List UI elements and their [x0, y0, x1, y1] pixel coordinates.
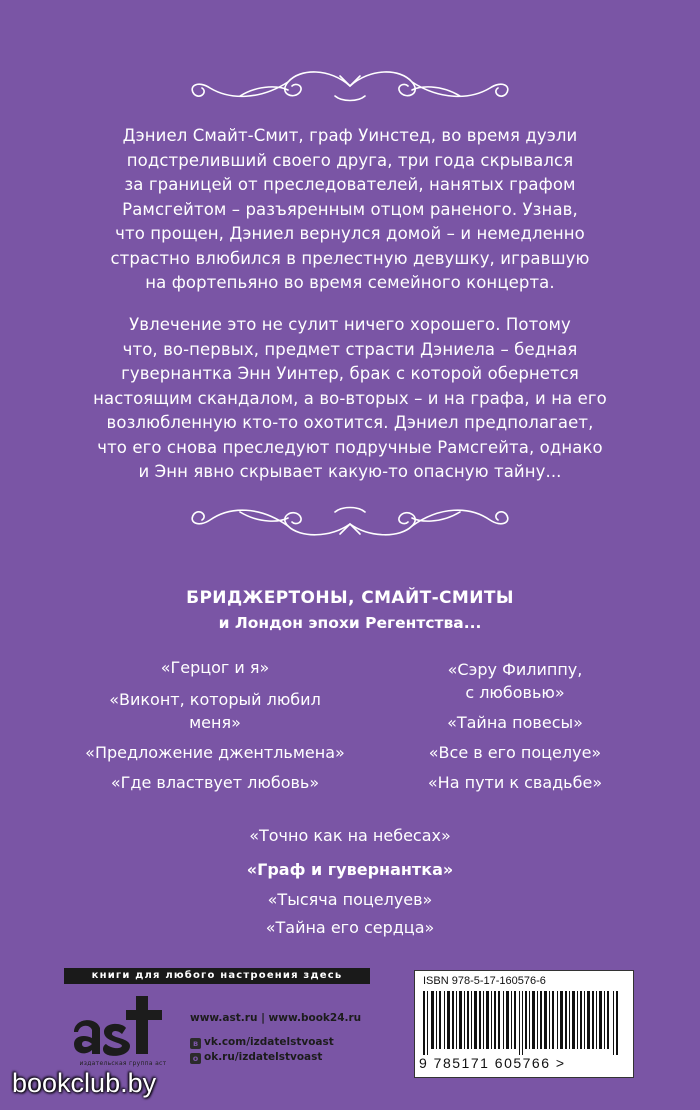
bottom-flourish-ornament	[0, 498, 700, 544]
ok-link[interactable]	[190, 1051, 322, 1064]
website-links[interactable]: www.ast.ru | www.book24.ru	[190, 1012, 362, 1024]
description-line: возлюбленную кто-то охотится. Дэниел предполагает,	[106, 413, 594, 432]
book-title-line: «Виконт, который любил	[109, 690, 321, 709]
vk-link-text: vk.com/izdatelstvoast	[204, 1036, 334, 1048]
barcode-digits: 9 785171 605766 >	[419, 1055, 566, 1071]
description-line: Дэниел Смайт-Смит, граф Уинстед, во время дуэли	[122, 126, 578, 145]
ok-icon: о	[190, 1053, 201, 1064]
description-line: настоящим скандалом, а во-вторых – и на графа, и на его	[93, 388, 607, 408]
description-paragraph-2	[60, 313, 640, 485]
description-paragraph-1	[60, 124, 640, 296]
description-line: гувернантка Энн Уинтер, брак с которой обернется	[121, 364, 579, 383]
book-title	[70, 656, 360, 679]
description-line: и Энн явно скрывает какую-то опасную тайну...	[138, 462, 562, 481]
book-title-highlight: «Граф и гувернантка»	[246, 860, 454, 879]
description-line: за границей от преследователей, нанятых графом	[124, 175, 576, 194]
book-title-line: «Все в его поцелуе»	[428, 743, 602, 762]
book-title	[380, 711, 650, 734]
book-title	[70, 771, 360, 794]
book-title: «Тысяча поцелуев»	[267, 890, 433, 909]
book-title-line: «Герцог и я»	[160, 658, 270, 677]
series-title: БРИДЖЕРТОНЫ, СМАЙТ-СМИТЫ	[186, 588, 514, 608]
book-title-line: с любовью»	[465, 683, 565, 702]
ok-link-text: ok.ru/izdatelstvoast	[204, 1051, 323, 1063]
watermark-text: bookclub.by	[12, 1068, 157, 1098]
book-title	[380, 741, 650, 764]
barcode-box	[414, 970, 634, 1078]
ast-logo-caption: издательская группа аст	[79, 1060, 167, 1067]
book-title: «Точно как на небесах»	[249, 826, 451, 845]
book-title	[70, 741, 360, 764]
description-line: Рамсгейтом – разъяренным отцом раненого. Узнав,	[122, 199, 578, 219]
ast-logo	[66, 992, 178, 1068]
description-line: что его снова преследуют подручные Рамсгейта, однако	[97, 437, 603, 457]
book-title-line: «Где властвует любовь»	[110, 773, 320, 792]
series-subtitle: и Лондон эпохи Регентства...	[218, 614, 482, 632]
isbn-text: ISBN 978-5-17-160576-6	[423, 975, 546, 987]
description-line: подстреливший своего друга, три года скрывался	[126, 150, 574, 170]
vk-link[interactable]	[190, 1036, 334, 1049]
book-title: «Тайна его сердца»	[265, 918, 435, 937]
description-line: на фортепьяно во время семейного концерта.	[145, 273, 555, 292]
book-title	[380, 771, 650, 794]
description-line: Увлечение это не сулит ничего хорошего. Потому	[129, 315, 571, 334]
book-title-line: «Сэру Филиппу,	[447, 660, 583, 679]
top-flourish-ornament	[0, 66, 700, 106]
footer-slogan-strip: книги для любого настроения здесь	[64, 968, 370, 984]
barcode-icon	[423, 991, 623, 1055]
description-line: что прощен, Дэниел вернулся домой – и немедленно	[115, 224, 585, 243]
book-title	[380, 658, 650, 704]
book-title-line: «На пути к свадьбе»	[427, 773, 603, 792]
description-line: страстно влюбился в прелестную девушку, игравшую	[110, 248, 590, 268]
description-line: что, во-первых, предмет страсти Дэниела – бедная	[122, 339, 578, 359]
book-title-line: «Предложение джентльмена»	[85, 743, 345, 762]
book-title-line: меня»	[189, 713, 241, 732]
vk-icon: в	[190, 1038, 201, 1049]
book-title-line: «Тайна повесы»	[447, 713, 583, 732]
book-title	[70, 688, 360, 734]
